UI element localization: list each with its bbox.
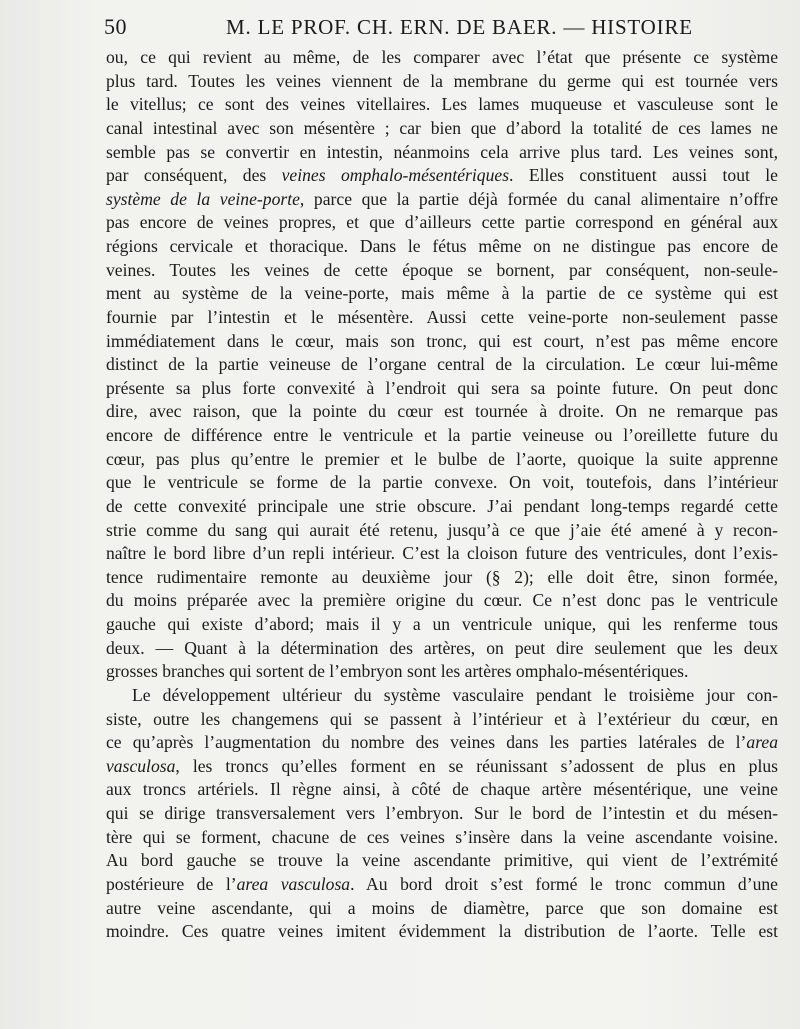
- text-segment: ce qu’après l’augmentation du nombre des veines dans les parties latérales de l’: [106, 732, 747, 753]
- text-segment: aux troncs artériels. Il règne ainsi, à côté de chaque artère mésentérique, une veine: [106, 779, 778, 800]
- text-segment: cœur, pas plus qu’entre le premier et le bulbe de l’aorte, quoique la suite apprenne: [106, 448, 778, 469]
- text-segment: distinct de la partie veineuse de l’organe central de la circulation. Le cœur lui-même: [106, 354, 778, 375]
- text-line: [106, 259, 778, 283]
- text-segment: . Au bord droit s’est formé le tronc commun d’une: [350, 873, 778, 894]
- text-line: [106, 589, 778, 613]
- text-segment: qui se dirige transversalement vers l’embryon. Sur le bord de l’intestin et du mésen-: [106, 803, 778, 823]
- text-line: [106, 282, 778, 306]
- text-line: [106, 330, 778, 354]
- text-line: [106, 660, 778, 684]
- text-line: [106, 377, 778, 401]
- text-segment: immédiatement dans le cœur, mais son tronc, qui est court, n’est pas même encore: [106, 330, 778, 351]
- text-segment: veines. Toutes les veines de cette époque se bornent, par conséquent, non-seule-: [106, 259, 778, 280]
- text-line: [106, 755, 778, 779]
- text-line: [106, 542, 778, 566]
- text-line: [106, 306, 778, 330]
- text-segment: moindre. Ces quatre veines imitent évidemment la distribution de l’aorte. Telle est: [106, 921, 778, 942]
- text-segment: semble pas se convertir en intestin, néanmoins cela arrive plus tard. Les veines sont,: [106, 141, 778, 162]
- italic-text: area vasculosa: [236, 873, 351, 894]
- text-segment: naître le bord libre d’un repli intérieur. C’est la cloison future des ventricules, dont l’exis-: [106, 543, 778, 564]
- text-line: [106, 46, 778, 70]
- text-line: [106, 684, 778, 708]
- text-segment: Le développement ultérieur du système vasculaire pendant le troisième jour con-: [132, 684, 778, 705]
- text-line: [106, 708, 778, 732]
- text-segment: dire, avec raison, que la pointe du cœur est tournée à droite. On ne remarque pas: [106, 401, 778, 422]
- text-line: [106, 495, 778, 519]
- text-segment: , parce que la partie déjà formée du canal alimentaire n’offre: [299, 188, 779, 209]
- text-line: [106, 93, 778, 117]
- text-line: [106, 211, 778, 235]
- text-line: [106, 873, 778, 897]
- text-line: [106, 353, 778, 377]
- text-line: [106, 920, 778, 944]
- text-line: [106, 70, 778, 94]
- text-segment: , les troncs qu’elles forment en se réunissant s’adossent de plus en plus: [175, 755, 778, 776]
- text-segment: deux. — Quant à la détermination des artères, on peut dire seulement que les deux: [106, 637, 778, 658]
- text-line: [106, 471, 778, 495]
- text-segment: que le ventricule se forme de la partie convexe. On voit, toutefois, dans l’intérieur: [106, 472, 778, 493]
- text-line: [106, 778, 778, 802]
- text-segment: par conséquent, des: [106, 165, 282, 186]
- text-line: [106, 731, 778, 755]
- page-number: 50: [104, 14, 127, 39]
- text-line: [106, 188, 778, 212]
- text-line: [106, 141, 778, 165]
- text-line: [106, 400, 778, 424]
- text-segment: canal intestinal avec son mésentère ; car bien que d’abord la totalité de ces lames ne: [106, 117, 778, 138]
- text-line: [106, 519, 778, 543]
- text-segment: Au bord gauche se trouve la veine ascendante primitive, qui vient de l’extrémité: [106, 850, 778, 871]
- text-line: [106, 802, 778, 826]
- text-line: [106, 424, 778, 448]
- text-line: [106, 613, 778, 637]
- text-segment: ou, ce qui revient au même, de les comparer avec l’état que présente ce système: [106, 47, 778, 67]
- page-header: [104, 14, 784, 44]
- text-segment: régions cervicale et thoracique. Dans le fétus même on ne distingue pas encore de: [106, 236, 778, 256]
- text-line: [106, 566, 778, 590]
- text-segment: encore de différence entre le ventricule et la partie veineuse ou l’oreillette future du: [106, 425, 778, 445]
- italic-text: area: [746, 732, 778, 753]
- text-line: [106, 826, 778, 850]
- text-line: [106, 637, 778, 661]
- text-segment: grosses branches qui sortent de l’embryon sont les artères omphalo-mésentériques.: [106, 661, 689, 682]
- text-segment: strie comme du sang qui aurait été retenu, jusqu’à ce que j’aie été amené à y recon-: [106, 519, 778, 540]
- text-segment: plus tard. Toutes les veines viennent de la membrane du germe qui est tournée vers: [106, 70, 778, 91]
- text-segment: siste, outre les changemens qui se passent à l’intérieur et à l’extérieur du cœur, en: [106, 708, 778, 729]
- italic-text: veines omphalo-mésentériques: [281, 165, 510, 186]
- text-line: [106, 235, 778, 259]
- text-segment: de cette convexité principale une strie obscure. J’ai pendant long-temps regardé cette: [106, 495, 778, 516]
- text-line: [106, 448, 778, 472]
- text-segment: postérieure de l’: [106, 873, 237, 894]
- text-segment: le vitellus; ce sont des veines vitellaires. Les lames muqueuse et vasculeuse sont le: [106, 94, 778, 115]
- text-segment: . Elles constituent aussi tout le: [509, 165, 778, 186]
- text-line: [106, 849, 778, 873]
- text-segment: gauche qui existe d’abord; mais il y a un ventricule unique, qui les renferme tous: [106, 614, 778, 634]
- running-head: M. LE PROF. CH. ERN. DE BAER. — HISTOIRE: [226, 15, 693, 39]
- text-segment: présente sa plus forte convexité à l’endroit qui sera sa pointe future. On peut donc: [106, 377, 778, 398]
- text-line: [106, 117, 778, 141]
- text-segment: tère qui se forment, chacune de ces veines s’insère dans la veine ascendante voisine.: [106, 826, 778, 847]
- text-segment: autre veine ascendante, qui a moins de diamètre, parce que son domaine est: [106, 897, 778, 918]
- italic-text: vasculosa: [106, 755, 176, 776]
- body-text: [106, 46, 778, 944]
- text-segment: pas encore de veines propres, et que d’ailleurs cette partie correspond en général aux: [106, 212, 778, 233]
- text-segment: du moins préparée avec la première origine du cœur. Ce n’est donc pas le ventricule: [106, 590, 778, 611]
- text-line: [106, 164, 778, 188]
- italic-text: système de la veine-porte: [106, 188, 300, 209]
- text-segment: tence rudimentaire remonte au deuxième jour (§ 2); elle doit être, sinon formée,: [106, 566, 778, 587]
- text-segment: fournie par l’intestin et le mésentère. Aussi cette veine-porte non-seulement passe: [106, 306, 778, 327]
- text-line: [106, 897, 778, 921]
- text-segment: ment au système de la veine-porte, mais même à la partie de ce système qui est: [106, 283, 778, 304]
